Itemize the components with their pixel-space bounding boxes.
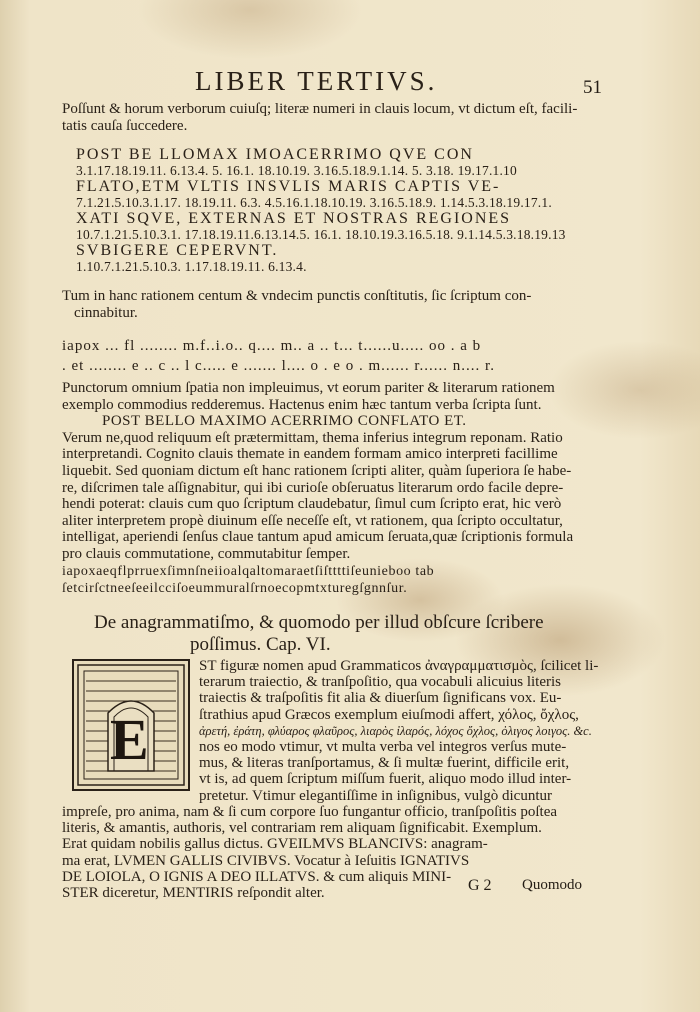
chapter-line: impreſe, pro anima, nam & ſi cum corpore ſuo fungantur officio, tranſpoſitis poſtea: [62, 804, 558, 820]
body-caps-line: POST BELLO MAXIMO ACERRIMO CONFLATO ET.: [102, 413, 467, 430]
body-line: Verum ne,quod reliquum eſt prætermittam, thema inferius integrum reponam. Ratio: [62, 429, 563, 446]
page-number: 51: [583, 77, 602, 98]
running-head: LIBER TERTIVS.: [195, 66, 438, 96]
body-line: liquebit. Sed quoniam dictum eſt hanc rationem ſcripti aliter, quàm ſuperiora ſe habe-: [62, 462, 572, 479]
cipher-stream-line: iapoxaeqflprruexſimnſneiioalqaltomaraetſiſttttiſeunieboo tab: [62, 564, 435, 579]
chapter-line: ma erat, LVMEN GALLIS CIVIBVS. Vocatur à Ieſuitis IGNATIVS: [62, 852, 470, 869]
cipher-table: [76, 147, 566, 275]
chapter-line: pretetur. Vtimur elegantiſſime in inſignibus, vulgò dicuntur: [199, 787, 553, 804]
body-line: aliter interpretem propè diuinum eſſe neceſſe eſt, vt rationem, qua ſcripto occultatur,: [62, 512, 563, 529]
chapter-line: STER diceretur, MENTIRIS reſpondit alter.: [62, 885, 325, 902]
body-line: hendi poterat: clauis cum quo ſcriptum claudebatur, ſimul cum ſcripto erat, hic verò: [62, 496, 562, 513]
cipher-number-line: 3.1.17.18.19.11. 6.13.4. 5. 16.1. 18.10.19. 3.16.5.18.9.1.14. 5. 3.18. 19.17.1.10: [76, 163, 517, 178]
chapter-line: literis, & amantis, authoris, vel contrariam rem aliquam ſignificabit. Exemplum.: [62, 820, 542, 837]
chapter-line: mus, & literas tranſportamus, & ſi multæ fuerint, difficile erit,: [199, 755, 570, 772]
chapter-line: Erat quidam nobilis gallus dictus. GVEILMVS BLANCIVS: anagram-: [62, 836, 488, 853]
chapter-heading-line: poſſimus. Cap. VI.: [190, 634, 331, 655]
cipher-text-line: XATI SQVE, EXTERNAS ET NOSTRAS REGIONES: [76, 210, 512, 227]
drop-cap-letter: E: [110, 707, 149, 772]
body-line: intelligat, aperiendi ſenſus claue tantum apud amicum ſeruata,quæ ſcriptionis formula: [62, 529, 574, 546]
cipher-text-line: SVBIGERE CEPERVNT.: [76, 242, 279, 259]
chapter-line: DE LOIOLA, O IGNIS A DEO ILLATVS. & cum aliquis MINI-: [62, 868, 452, 885]
body-line: exemplo commodius redderemus. Hactenus enim hæc tantum verba ſcripta ſunt.: [62, 396, 542, 413]
body-paragraph: [62, 380, 573, 563]
chapter-line: traiectis & traſpoſitis fit alia & diuerſum ſignificans vox. Eu-: [199, 690, 562, 707]
dotted-line: iapox ... fl ........ m.f..i.o.. q.... m.. a .. t... t......u..... oo . a b: [62, 338, 482, 354]
body-line: Punctorum omnium ſpatia non impleuimus, vt eorum pariter & literarum rationem: [62, 380, 555, 396]
ratio-paragraph: [62, 288, 531, 321]
chapter-line: nos eo modo vtimur, vt multa verba vel integros verſus mute-: [199, 739, 567, 756]
chapter-line: terarum traiectio, & tranſpoſitio, qua vocabuli alicuius literis: [199, 674, 561, 691]
dotted-cipher: [62, 336, 495, 376]
body-line: re, diſcrimen tale aſſignabitur, qui ibi curioſe obſeruatus literarum ordo facile depre-: [62, 479, 564, 496]
dotted-line: . et ........ e .. c .. l c..... e ....... l.... o . e o . m...... r...... n.... r.: [62, 358, 495, 374]
cipher-number-line: 1.10.7.1.21.5.10.3. 1.17.18.19.11. 6.13.4.: [76, 259, 307, 274]
chapter-line: vt is, ad quem ſcriptum miſſum fuerit, aliquo modo illud inter-: [199, 771, 572, 788]
cipher-stream-line: ſetcirſctneeſeeilcciſoeummuralſrnoecopmtxturegſgnnſur.: [62, 581, 408, 596]
chapter-line: ST figuræ nomen apud Grammaticos ἀναγραμματισμὸς, ſcilicet li-: [199, 658, 599, 674]
chapter-heading: [94, 612, 544, 656]
body-line: pro clauis commutatione, commutabitur ſemper.: [62, 545, 351, 562]
cipher-number-line: 10.7.1.21.5.10.3.1. 17.18.19.11.6.13.14.5. 16.1. 18.10.19.3.16.5.18. 9.1.14.5.3.18.19.13: [76, 227, 566, 242]
intro-line: tatis cauſa ſuccedere.: [62, 117, 188, 134]
cipher-text-line: FLATO,ETM VLTIS INSVLIS MARIS CAPTIS VE-: [76, 178, 501, 195]
cipher-number-line: 7.1.21.5.10.3.1.17. 18.19.11. 6.3. 4.5.16.1.18.10.19. 3.16.5.18.9. 1.14.5.3.18.19.17.1.: [76, 195, 552, 210]
drop-cap-ornament: [72, 659, 190, 791]
cipher-text-line: POST BE LLOMAX IMOACERRIMO QVE CON: [76, 146, 474, 163]
chapter-greek-line: ἀρετή, ἐράτη, φλύαρος φλαῦρος, λιαρὸς ἰλαρός, λόχος ὄχλος, ὀλιγος λοιγος. &c.: [199, 723, 592, 738]
chapter-line: ſtrathius apud Græcos exemplum eiuſmodi affert, χόλος, ὄχλος,: [199, 706, 579, 723]
catchword: Quomodo: [522, 877, 582, 893]
chapter-heading-line: De anagrammatiſmo, & quomodo per illud obſcure ſcribere: [94, 612, 544, 633]
body-line: interpretandi. Cognito clauis themate in eandem formam amico interpreti facillime: [62, 446, 558, 463]
intro-line: Poſſunt & horum verborum cuiuſq; literæ numeri in clauis locum, vt dictum eſt, facili-: [62, 101, 578, 117]
chapter-text-indented: [199, 658, 598, 804]
ratio-line: cinnabitur.: [74, 304, 138, 321]
cipher-stream: [62, 563, 434, 597]
intro-paragraph: [62, 101, 577, 134]
ratio-line: Tum in hanc rationem centum & vndecim punctis conſtitutis, ſic ſcriptum con-: [62, 288, 532, 304]
signature-mark: G 2: [468, 877, 492, 894]
